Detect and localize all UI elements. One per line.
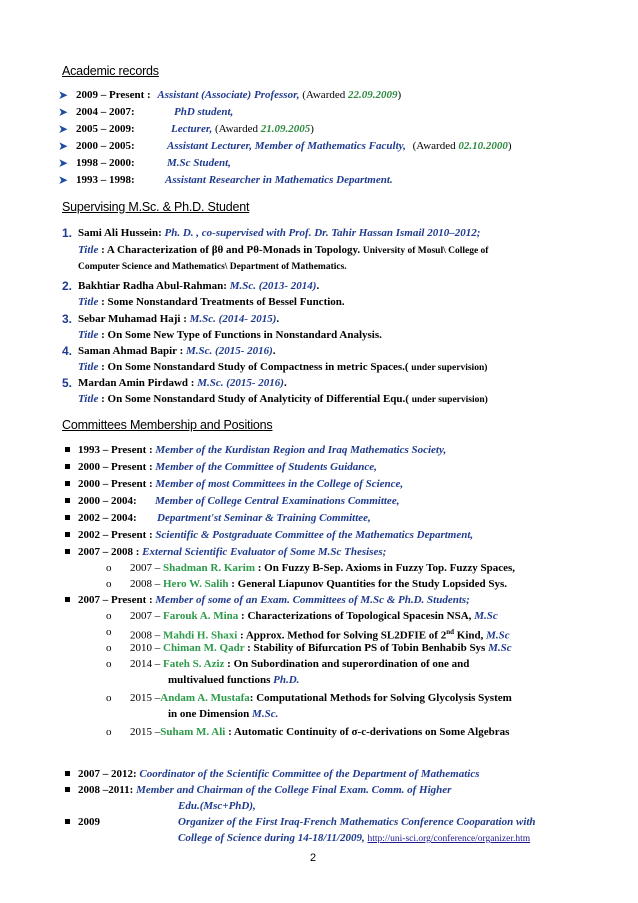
exam-item: 2015 –Suham M. Ali : Automatic Continuity of σ-c-derivations on Some Algebras xyxy=(130,726,510,738)
arrow-bullet-icon: ➤ xyxy=(58,156,69,170)
square-bullet-icon xyxy=(65,447,70,452)
exam-item: 2010 – Chiman M. Qadr : Stability of Bifurcation PS of Tobin Benhabib Sys M.Sc xyxy=(130,642,512,654)
arrow-bullet-icon: ➤ xyxy=(58,139,69,153)
committees-heading: Committees Membership and Positions xyxy=(62,418,273,432)
square-bullet-icon xyxy=(65,498,70,503)
document-page: Academic records ➤ 2009 – Present : Assistant (Associate) Professor, (Awarded 22.09.2009) ➤ 2004 – 2007: PhD student, ➤ 2005 – 2009: Lecturer, (Awarded 21.09.2005) ➤ 2000 – 2005: Assistant Lecturer, Member of Mathematics Faculty, (Awarded 02.10.2000) ➤ 1998 – 2000: M.Sc Student, ➤ 1993 – 1998: Assistant Researcher in Mathematics Department. Supervising M.Sc. & Ph.D. Student 1. Sami Ali Hussein: Ph. D. , co-supervised with Prof. Dr. Tahir Hassan Ismail 2010–2012; Title : A Characterization of βθ and Pθ-Monads in Topology. University of Mosul\ College of Computer Science and Mathematics\ Department of Mathematics. 2. Bakhtiar Radha Abul-Rahman: M.Sc. (2013- 2014). Title : Some Nonstandard Treatments of Bessel Function. 3. Sebar Muhamad Haji : M.Sc. (2014- 2015). Title : On Some New Type of Functions in Nonstandard Analysis. 4. Saman Ahmad Bapir : M.Sc. (2015- 2016). Title : On Some Nonstandard Study of Compactness in metric Spaces.( under supervision) 5. Mardan Amin Pirdawd : M.Sc. (2015- 2016). Title : On Some Nonstandard Study of Analyticity of Differential Equ.( under supervision) Committees Membership and Positions 1993 – Present : Member of the Kurdistan Region and Iraq Mathematics Society, 2000 – Present : Member of the Committee of Students Guidance, 2000 – Present : Member of most Committees in the College of Science, 2000 – 2004: Member of College Central Examinations Committee, 2002 – 2004: Department'st Seminar & Training Committee, 2002 – Present : Scientific & Postgraduate Committee of the Mathematics Department, 2007 – 2008 : External Scientific Evaluator of Some M.Sc Thesises; o 2007 – Shadman R. Karim : On Fuzzy B-Sep. Axioms in Fuzzy Top. Fuzzy Spaces, o 2008 – Hero W. Salih : General Liapunov Quantities for the Study Lopsided Sys. 2007 – Present : Member of some of an Exam. Committees of M.Sc & Ph.D. Students; o 2007 – Farouk A. Mina : Characterizations of Topological Spacesin NSA, M.Sc o 2008 – Mahdi H. Shaxi : Approx. Method for Solving SL2DFIE of 2nd Kind, M.Sc o 2010 – Chiman M. Qadr : Stability of Bifurcation PS of Tobin Benhabib Sys M.Sc o 2014 – Fateh S. Aziz : On Subordination and superordination of one and multivalued functions Ph.D. o 2015 –Andam A. Mustafa: Computational Methods for Solving Glycolysis System in one Dimension M.Sc. o 2015 –Suham M. Ali : Automatic Continuity of σ-c-derivations on Some Algebras 2007 – 2012: Coordinator of the Scientific Committee of the Department of Mathematics 2008 –2011: Member and Chairman of the College Final Exam. Comm. of Higher Edu.(Msc+PhD), 2009 Organizer of the First Iraq-French Mathematics Conference Cooparation with College of Science during 14-18/11/2009, http://uni-sci.org/conference/organizer.htm 2 xyxy=(0,0,638,903)
exam-item: 2014 – Fateh S. Aziz : On Subordination and superordination of one and xyxy=(130,658,470,670)
student-item: Saman Ahmad Bapir : M.Sc. (2015- 2016). xyxy=(78,345,276,357)
square-bullet-icon xyxy=(65,464,70,469)
square-bullet-icon xyxy=(65,597,70,602)
square-bullet-icon xyxy=(65,532,70,537)
academic-item: 2004 – 2007: xyxy=(76,106,135,118)
circle-bullet-icon: o xyxy=(106,726,112,738)
student-item: Bakhtiar Radha Abul-Rahman: M.Sc. (2013- 2014). xyxy=(78,280,320,292)
square-bullet-icon xyxy=(65,819,70,824)
committee-item: 2000 – Present : Member of the Committee of Students Guidance, xyxy=(78,461,377,473)
page-number: 2 xyxy=(310,852,317,864)
academic-item: 2005 – 2009: xyxy=(76,123,135,135)
committee-item: 2008 –2011: Member and Chairman of the College Final Exam. Comm. of Higher xyxy=(78,784,452,796)
student-item: Sebar Muhamad Haji : M.Sc. (2014- 2015). xyxy=(78,313,280,325)
academic-item: 1993 – 1998: xyxy=(76,174,135,186)
arrow-bullet-icon: ➤ xyxy=(58,122,69,136)
academic-item: 1998 – 2000: xyxy=(76,157,135,169)
student-item: Mardan Amin Pirdawd : M.Sc. (2015- 2016). xyxy=(78,377,287,389)
evaluator-item: 2007 – Shadman R. Karim : On Fuzzy B-Sep. Axioms in Fuzzy Top. Fuzzy Spaces, xyxy=(130,562,516,574)
exam-item: 2007 – Farouk A. Mina : Characterizations of Topological Spacesin NSA, M.Sc xyxy=(130,610,498,622)
square-bullet-icon xyxy=(65,515,70,520)
list-number: 3. xyxy=(62,312,73,326)
circle-bullet-icon: o xyxy=(106,692,112,704)
committee-item: 2007 – Present : Member of some of an Exam. Committees of M.Sc & Ph.D. Students; xyxy=(78,594,470,606)
list-number: 4. xyxy=(62,344,73,358)
committee-item: 2000 – 2004: xyxy=(78,495,137,507)
committee-item: 2000 – Present : Member of most Committees in the College of Science, xyxy=(78,478,404,490)
conference-link[interactable]: http://uni-sci.org/conference/organizer.htm xyxy=(367,834,531,844)
square-bullet-icon xyxy=(65,771,70,776)
list-number: 5. xyxy=(62,376,73,390)
student-item: Sami Ali Hussein: Ph. D. , co-supervised with Prof. Dr. Tahir Hassan Ismail 2010–2012; xyxy=(78,227,481,239)
academic-heading: Academic records xyxy=(62,64,159,78)
square-bullet-icon xyxy=(65,481,70,486)
arrow-bullet-icon: ➤ xyxy=(58,88,69,102)
circle-bullet-icon: o xyxy=(106,610,112,622)
committee-item: 2002 – Present : Scientific & Postgraduate Committee of the Mathematics Department, xyxy=(78,529,474,541)
list-number: 1. xyxy=(62,226,73,240)
committee-item: 1993 – Present : Member of the Kurdistan Region and Iraq Mathematics Society, xyxy=(78,444,447,456)
arrow-bullet-icon: ➤ xyxy=(58,173,69,187)
circle-bullet-icon: o xyxy=(106,562,112,574)
exam-item: 2008 – Mahdi H. Shaxi : Approx. Method for Solving SL2DFIE of 2nd Kind, M.Sc xyxy=(130,628,510,642)
academic-item: 2009 – Present : Assistant (Associate) Professor, (Awarded 22.09.2009) xyxy=(76,89,402,101)
committee-item: 2009 xyxy=(78,816,100,828)
circle-bullet-icon: o xyxy=(106,578,112,590)
list-number: 2. xyxy=(62,279,73,293)
committee-item: 2007 – 2012: Coordinator of the Scientific Committee of the Department of Mathematics xyxy=(78,768,480,780)
square-bullet-icon xyxy=(65,549,70,554)
committee-item: 2002 – 2004: xyxy=(78,512,137,524)
evaluator-item: 2008 – Hero W. Salih : General Liapunov Quantities for the Study Lopsided Sys. xyxy=(130,578,508,590)
circle-bullet-icon: o xyxy=(106,642,112,654)
arrow-bullet-icon: ➤ xyxy=(58,105,69,119)
supervising-heading: Supervising M.Sc. & Ph.D. Student xyxy=(62,200,250,214)
circle-bullet-icon: o xyxy=(106,658,112,670)
academic-item: 2000 – 2005: xyxy=(76,140,135,152)
circle-bullet-icon: o xyxy=(106,626,112,638)
square-bullet-icon xyxy=(65,787,70,792)
committee-item: 2007 – 2008 : External Scientific Evaluator of Some M.Sc Thesises; xyxy=(78,546,387,558)
exam-item: 2015 –Andam A. Mustafa: Computational Methods for Solving Glycolysis System xyxy=(130,692,512,704)
